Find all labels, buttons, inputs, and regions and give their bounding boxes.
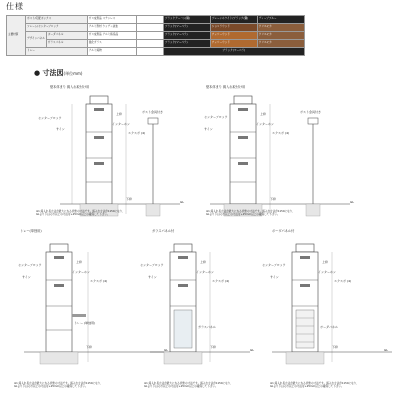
spec-color: ブラック(マーベラ) bbox=[163, 40, 210, 48]
label-intercom: インターホン bbox=[196, 270, 214, 274]
label-sign: サイン bbox=[56, 127, 65, 131]
diagram-caption: 壁本体まり 鋳入れ取付け用 bbox=[206, 85, 246, 89]
label-top-frame: 上枠 bbox=[116, 112, 123, 116]
label-pole: ポスト金具付き bbox=[300, 110, 322, 114]
note-line: ※1 鋳入れ長寸法が最大になる状態の寸法です。鋳入れ寸法が1150になり、 bbox=[144, 382, 233, 385]
label-floor: 下枠 bbox=[126, 197, 133, 201]
note-line: GLより下はそれ以上の寸法を+25mm以上の確保して下さい。 bbox=[270, 385, 344, 389]
label-top-frame: 上枠 bbox=[76, 260, 83, 264]
note-line: GLより下はそれ以上の寸法を+25mm以上の確保して下さい。 bbox=[14, 385, 88, 389]
label-top-frame: 上枠 bbox=[260, 112, 267, 116]
spec-color: ディープブルー bbox=[257, 16, 304, 24]
label-intercom: インターホン bbox=[318, 270, 336, 274]
spec-color: チェリーウッド bbox=[210, 40, 257, 48]
note-block bbox=[14, 382, 103, 388]
spec-material: アルミ形材 ウッディ塗装 bbox=[87, 24, 136, 32]
spec-table bbox=[6, 15, 305, 56]
spec-material: アルミ鋳物 bbox=[87, 48, 136, 56]
spec-part: トレー bbox=[26, 48, 88, 56]
note-line: ※1 鋳入れ長寸法が最大になる状態の寸法です。鋳入れ寸法が1150になり、 bbox=[270, 382, 359, 385]
page-title: 仕様 bbox=[6, 2, 24, 11]
label-intercom: インターホン bbox=[112, 122, 130, 126]
spec-part: ガラスパネル bbox=[46, 40, 87, 48]
spec-material: 強化ガラス bbox=[87, 40, 136, 48]
label-eku: エクスポ (4) bbox=[272, 131, 290, 135]
spec-part: フレーム/センターブロック bbox=[26, 24, 88, 32]
label-gl: GL bbox=[350, 200, 354, 204]
label-floor: 下枠 bbox=[210, 345, 217, 349]
label-gl: GL bbox=[180, 200, 184, 204]
note-block bbox=[36, 210, 125, 216]
label-sign: サイン bbox=[270, 275, 279, 279]
spec-color: クリエモカ bbox=[257, 32, 304, 40]
table-row bbox=[7, 32, 305, 40]
label-gl: GL bbox=[384, 348, 388, 352]
diagram-drawing bbox=[30, 78, 200, 228]
spec-part: ポスト/宅配ボックス bbox=[26, 16, 88, 24]
spec-material: ガス成形品 アルミ鋳造品 bbox=[87, 32, 136, 40]
diagram-drawing bbox=[262, 226, 400, 376]
note-line: GLより下はそれ以上の寸法を+25mm以上の確保して下さい。 bbox=[144, 385, 218, 389]
spec-material: ガス成形品 ステンレス bbox=[87, 16, 136, 24]
spec-color: プレーンホワイト/ブラック(鋼) bbox=[210, 16, 257, 24]
label-pole: ポスト金具付き bbox=[142, 110, 164, 114]
label-intercom: インターホン bbox=[256, 122, 274, 126]
diagram-caption: トレー(単独用) bbox=[20, 229, 42, 233]
dimension-diagram-5 bbox=[262, 226, 400, 376]
note-line: ※1 鋳入れ長寸法が最大になる状態の寸法です。鋳入れ寸法が1150になり、 bbox=[14, 382, 103, 385]
note-block bbox=[270, 382, 359, 388]
label-center-block: センターブロック bbox=[204, 115, 228, 119]
label-top-frame: 上枠 bbox=[322, 260, 329, 264]
label-eku: エクスポ (4) bbox=[128, 131, 146, 135]
spec-color: ブラック(マーベラ) bbox=[163, 32, 210, 40]
label-eku: エクスポ (4) bbox=[212, 279, 230, 283]
label-gl: GL bbox=[164, 348, 168, 352]
dimension-diagram-2 bbox=[200, 78, 370, 228]
note-line: GLより下はそれ以上の寸法を+25mm以上の確保して下さい。 bbox=[36, 213, 110, 217]
label-floor: 下枠 bbox=[86, 345, 93, 349]
diagram-caption: ガラスパネル付 bbox=[152, 229, 175, 233]
spec-part: ボーダパネル bbox=[46, 32, 87, 40]
diagram-drawing bbox=[200, 78, 370, 228]
label-floor: 下枠 bbox=[270, 197, 277, 201]
label-floor: 下枠 bbox=[332, 345, 339, 349]
spec-color: ブラックアーバン(鋼) bbox=[163, 16, 210, 24]
label-tray: トレー (単独用) bbox=[74, 321, 96, 325]
spec-color: ブラック(マーベラ) bbox=[163, 24, 210, 32]
spec-group: デザインパネル bbox=[26, 32, 47, 48]
label-eku: エクスポ (4) bbox=[90, 279, 108, 283]
label-center-block: センターブロック bbox=[38, 116, 62, 120]
label-intercom: インターホン bbox=[72, 270, 90, 274]
label-sign: サイン bbox=[204, 127, 213, 131]
label-border-panel: ボーダパネル bbox=[320, 325, 338, 329]
label-sign: サイン bbox=[148, 275, 157, 279]
table-row bbox=[7, 24, 305, 32]
table-row bbox=[7, 48, 305, 56]
label-center-block: センターブロック bbox=[18, 263, 42, 267]
spec-row-label: 主要材質 bbox=[7, 16, 26, 56]
table-row bbox=[7, 40, 305, 48]
spec-color: ショコラウッド bbox=[210, 24, 257, 32]
table-row bbox=[7, 16, 305, 24]
label-top-frame: 上枠 bbox=[200, 260, 207, 264]
dimension-diagram-1 bbox=[30, 78, 200, 228]
label-gl: GL bbox=[250, 348, 254, 352]
label-eku: エクスポ (4) bbox=[334, 279, 352, 283]
label-glass-panel: ガラスパネル bbox=[198, 325, 216, 329]
note-line: ※1 鋳入れ長寸法が最大になる状態の寸法です。鋳入れ寸法が1150になり、 bbox=[36, 210, 125, 213]
note-line: ※1 鋳入れ長寸法が最大になる状態の寸法です。鋳入れ寸法が1150になり、 bbox=[206, 210, 295, 213]
note-block bbox=[144, 382, 233, 388]
diagram-caption: ボーダパネル付 bbox=[272, 229, 295, 233]
spec-color: チェリーウッド bbox=[210, 32, 257, 40]
label-sign: サイン bbox=[22, 275, 31, 279]
label-center-block: センターブロック bbox=[262, 263, 286, 267]
spec-color: ブラック(マーベラ) bbox=[163, 48, 304, 56]
section-title: ● 寸法図(単位mm) bbox=[34, 69, 83, 77]
label-center-block: センターブロック bbox=[140, 263, 164, 267]
diagram-caption: 壁本体まり 鋳入れ取付け用 bbox=[50, 85, 90, 89]
note-block bbox=[206, 210, 295, 216]
note-line: GLより下はそれ以上の寸法を+25mm以上の確保して下さい。 bbox=[206, 213, 280, 217]
spec-color: クリエモカ bbox=[257, 24, 304, 32]
spec-color: クリエモカ bbox=[257, 40, 304, 48]
